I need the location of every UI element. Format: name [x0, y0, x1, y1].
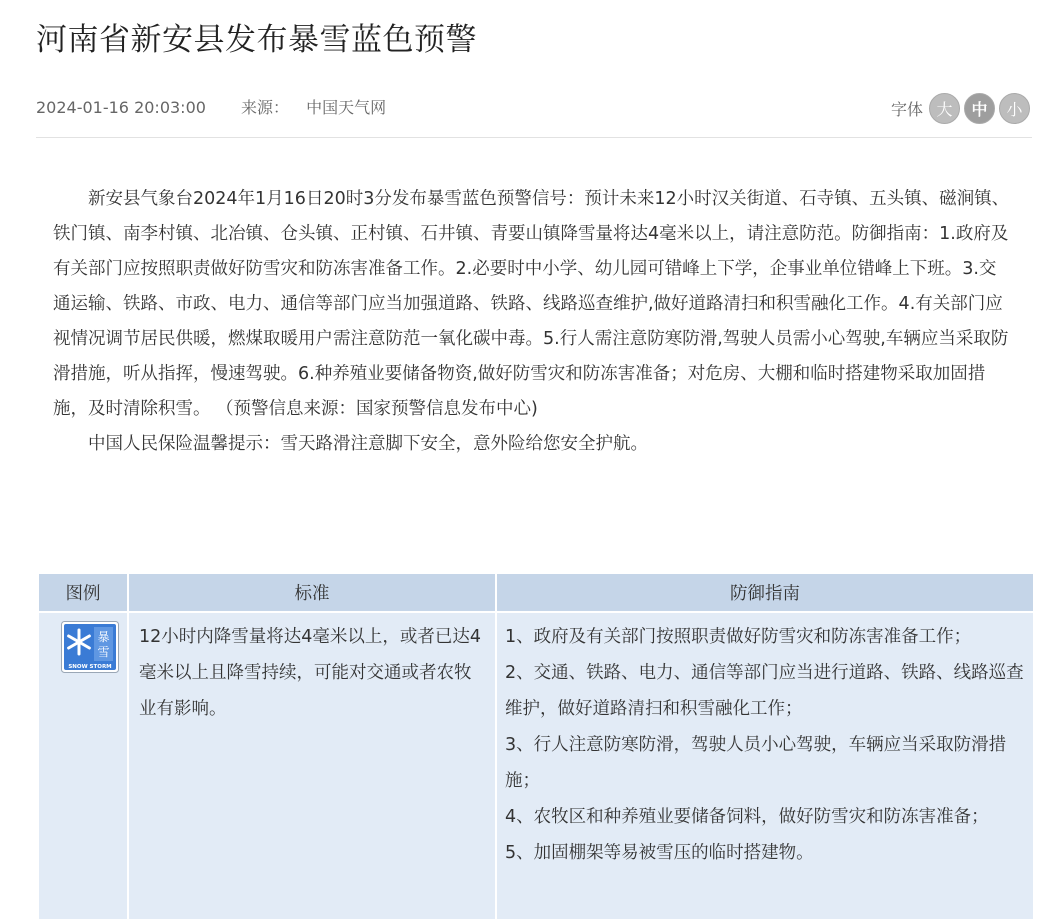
guide-item: 5、加固棚架等易被雪压的临时搭建物。 — [505, 843, 814, 863]
table-header-guide: 防御指南 — [496, 573, 1034, 612]
legend-cell — [38, 612, 128, 920]
guide-item: 4、农牧区和种养殖业要储备饲料，做好防雪灾和防冻害准备； — [505, 807, 989, 827]
guide-cell — [496, 612, 1034, 920]
guide-item: 3、行人注意防寒防滑，驾驶人员小心驾驶，车辆应当采取防滑措施； — [505, 735, 1007, 791]
font-size-small-button[interactable]: 小 — [999, 93, 1030, 124]
icon-text-bottom: 雪 — [97, 645, 110, 659]
snow-storm-blue-icon — [61, 621, 119, 673]
standard-cell: 12小时内降雪量将达4毫米以上，或者已达4毫米以上且降雪持续，可能对交通或者农牧业有影响。 — [128, 612, 496, 920]
article-meta — [36, 96, 386, 120]
icon-caption: SNOW STORM — [68, 664, 112, 670]
article-body — [53, 182, 1013, 462]
page-title: 河南省新安县发布暴雪蓝色预警 — [36, 22, 477, 58]
guide-item: 1、政府及有关部门按照职责做好防雪灾和防冻害准备工作； — [505, 627, 972, 647]
warning-table — [37, 572, 1035, 921]
divider — [36, 137, 1032, 138]
font-size-large-button[interactable]: 大 — [929, 93, 960, 124]
guide-item: 2、交通、铁路、电力、通信等部门应当进行道路、铁路、线路巡查维护，做好道路清扫和积雪融化工作； — [505, 663, 1024, 719]
table-header-standard: 标准 — [128, 573, 496, 612]
font-size-control — [891, 93, 1030, 124]
table-row — [38, 612, 1034, 920]
source-name[interactable]: 中国天气网 — [306, 98, 387, 117]
publish-datetime: 2024-01-16 20:03:00 — [36, 98, 206, 117]
source-label: 来源： — [241, 98, 290, 117]
font-size-medium-button[interactable]: 中 — [964, 93, 995, 124]
article-paragraph: 中国人民保险温馨提示：雪天路滑注意脚下安全，意外险给您安全护航。 — [88, 434, 648, 454]
icon-text-top: 暴 — [97, 630, 110, 644]
table-header-legend: 图例 — [38, 573, 128, 612]
font-size-label: 字体 — [890, 100, 923, 119]
article-paragraph: 新安县气象台2024年1月16日20时3分发布暴雪蓝色预警信号：预计未来12小时汉关街道、石寺镇、五头镇、磁涧镇、铁门镇、南李村镇、北冶镇、仓头镇、正村镇、石井镇、青要山镇降雪量将达4毫米以上，请注意防范。防御指南：1.政府及有关部门应按照职责做好防雪灾和防冻害准备工作。2.必要时中小学、幼儿园可错峰上下学，企事业单位错峰上下班。3.交通运输、铁路、市政、电力、通信等部门应当加强道路、铁路、线路巡查维护,做好道路清扫和积雪融化工作。4.有关部门应视情况调节居民供暖，燃煤取暖用户需注意防范一氧化碳中毒。5.行人需注意防寒防滑,驾驶人员需小心驾驶,车辆应当采取防滑措施，听从指挥，慢速驾驶。6.种养殖业要储备物资,做好防雪灾和防冻害准备；对危房、大棚和临时搭建物采取加固措施，及时清除积雪。 （预警信息来源：国家预警信息发布中心) — [53, 189, 1010, 419]
